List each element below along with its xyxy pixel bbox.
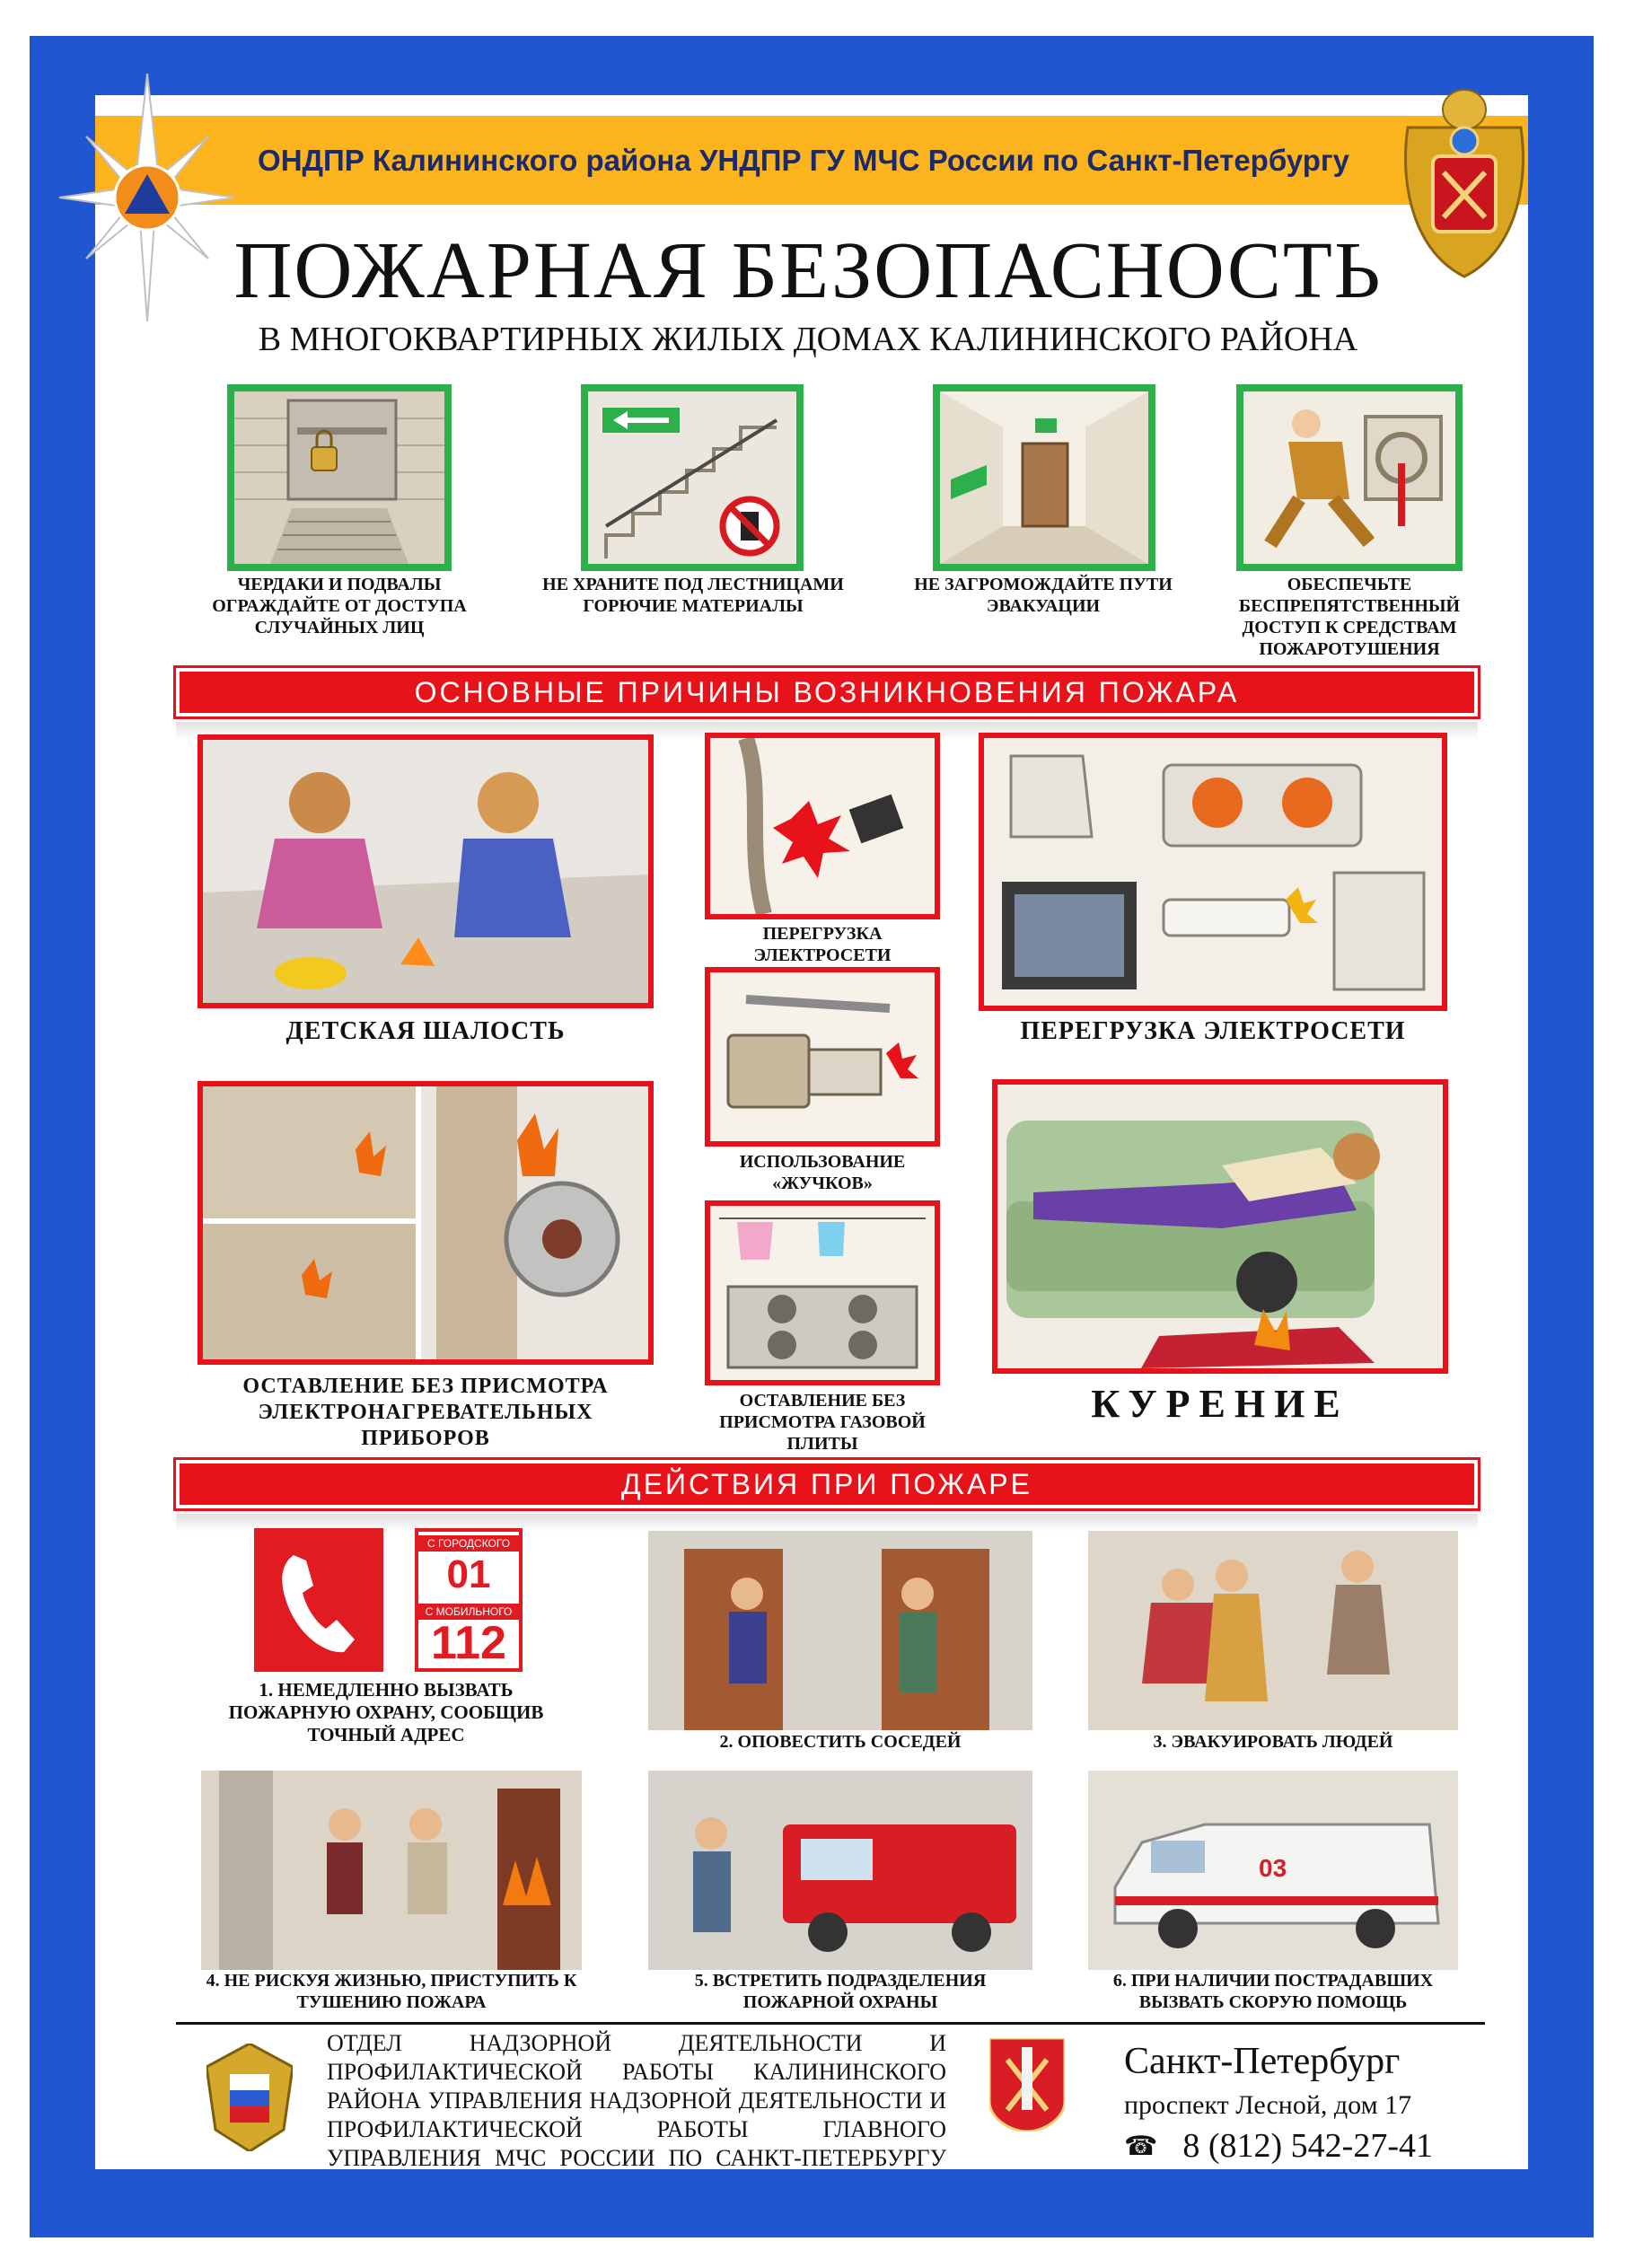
rule-image-hose <box>1236 384 1463 571</box>
appliances-overload-icon <box>984 738 1442 1006</box>
action-caption-3: 3. ЭВАКУИРОВАТЬ ЛЮДЕЙ <box>1153 1732 1393 1752</box>
rule-image-evacuation <box>933 384 1155 571</box>
page-title: ПОЖАРНАЯ БЕЗОПАСНОСТЬ <box>233 226 1383 315</box>
footer-phone-row <box>1124 2126 1433 2166</box>
action-image-notify <box>648 1531 1032 1730</box>
gas-stove-icon <box>710 1206 935 1380</box>
stairs-no-storage-icon <box>588 391 796 564</box>
action-caption-6: 6. ПРИ НАЛИЧИИ ПОСТРАДАВШИХ ВЫЗВАТЬ СКОРУЮ ПОМОЩЬ <box>1112 1971 1434 2012</box>
footer-phone: 8 (812) 542-27-41 <box>1182 2127 1433 2165</box>
causes-banner: ОСНОВНЫЕ ПРИЧИНЫ ВОЗНИКНОВЕНИЯ ПОЖАРА <box>176 668 1478 716</box>
extinguish-fire-icon <box>201 1771 582 1970</box>
cause-caption-gas-stove: ОСТАВЛЕНИЕ БЕЗ ПРИСМОТРА ГАЗОВОЙ ПЛИТЫ <box>719 1391 926 1454</box>
emergency-numbers-sign <box>415 1528 523 1672</box>
landline-label: С ГОРОДСКОГО <box>418 1535 519 1552</box>
cause-caption-overload-small: ПЕРЕГРУЗКА ЭЛЕКТРОСЕТИ <box>753 924 892 965</box>
rule-caption-evacuation: НЕ ЗАГРОМОЖДАЙТЕ ПУТИ ЭВАКУАЦИИ <box>914 575 1173 616</box>
telephone-icon: ☎ <box>1124 2130 1158 2162</box>
unattended-heater-icon <box>203 1086 648 1359</box>
ambulance-number: 03 <box>1259 1854 1287 1882</box>
rule-caption-attic: ЧЕРДАКИ И ПОДВАЛЫ ОГРАЖДАЙТЕ ОТ ДОСТУПА СЛУЧАЙНЫХ ЛИЦ <box>212 575 467 637</box>
cause-image-smoking <box>992 1079 1448 1374</box>
cause-image-overload-large <box>979 733 1447 1011</box>
action-caption-5: 5. ВСТРЕТИТЬ ПОДРАЗДЕЛЕНИЯ ПОЖАРНОЙ ОХРАНЫ <box>694 1971 987 2012</box>
phone-handset-icon <box>254 1528 383 1672</box>
cause-image-children <box>198 734 654 1008</box>
emercom-badge-icon <box>206 2044 293 2151</box>
action-caption-1: 1. НЕМЕДЛЕННО ВЫЗВАТЬ ПОЖАРНУЮ ОХРАНУ, СООБЩИВ ТОЧНЫЙ АДРЕС <box>228 1679 544 1746</box>
actions-banner: ДЕЙСТВИЯ ПРИ ПОЖАРЕ <box>176 1460 1478 1508</box>
phone-sign <box>254 1528 383 1672</box>
overload-wire-icon <box>710 738 935 914</box>
footer-address: проспект Лесной, дом 17 <box>1124 2090 1412 2120</box>
action-image-ambulance <box>1088 1771 1458 1970</box>
rule-image-stairs <box>581 384 804 571</box>
spb-coat-of-arms-icon <box>989 2038 1065 2132</box>
padlock-door-icon <box>234 391 444 564</box>
children-playing-icon <box>203 740 648 1003</box>
cause-caption-overload-large: ПЕРЕГРУЗКА ЭЛЕКТРОСЕТИ <box>1020 1017 1406 1045</box>
cause-caption-bugs: ИСПОЛЬЗОВАНИЕ «ЖУЧКОВ» <box>739 1152 906 1193</box>
cause-caption-smoking: КУРЕНИЕ <box>1091 1382 1349 1426</box>
footer-city: Санкт-Петербург <box>1124 2041 1401 2082</box>
cause-caption-children: ДЕТСКАЯ ШАЛОСТЬ <box>286 1017 566 1045</box>
rule-caption-hose: ОБЕСПЕЧЬТЕ БЕСПРЕПЯТСТВЕННЫЙ ДОСТУП К СРЕДСТВАМ ПОЖАРОТУШЕНИЯ <box>1238 575 1461 659</box>
cause-caption-heaters: ОСТАВЛЕНИЕ БЕЗ ПРИСМОТРА ЭЛЕКТРОНАГРЕВАТЕЛЬНЫХ ПРИБОРОВ <box>242 1375 609 1450</box>
fuse-bug-icon <box>710 972 935 1141</box>
meet-fire-engine-icon <box>648 1771 1032 1970</box>
page-subtitle: В МНОГОКВАРТИРНЫХ ЖИЛЫХ ДОМАХ КАЛИНИНСКОГО РАЙОНА <box>258 321 1358 358</box>
action-image-extinguish <box>201 1771 582 1970</box>
exit-corridor-icon <box>940 391 1148 564</box>
smoking-on-sofa-icon <box>997 1085 1443 1368</box>
department-name: ОТДЕЛ НАДЗОРНОЙ ДЕЯТЕЛЬНОСТИ И ПРОФИЛАКТИЧЕСКОЙ РАБОТЫ КАЛИНИНСКОГО РАЙОНА УПРАВЛЕНИЯ НАДЗОРНОЙ ДЕЯТЕЛЬНОСТИ И ПРОФИЛАКТИЧЕСКОЙ РАБОТЫ ГЛАВНОГО УПРАВЛЕНИЯ МЧС РОССИИ ПО САНКТ-ПЕТЕРБУРГУ <box>327 2030 946 2171</box>
rule-caption-stairs: НЕ ХРАНИТЕ ПОД ЛЕСТНИЦАМИ ГОРЮЧИЕ МАТЕРИАЛЫ <box>542 575 844 616</box>
action-caption-4: 4. НЕ РИСКУЯ ЖИЗНЬЮ, ПРИСТУПИТЬ К ТУШЕНИЮ ПОЖАРА <box>206 1971 577 2012</box>
fire-hose-icon <box>1243 391 1455 564</box>
action-image-meet <box>648 1771 1032 1970</box>
ambulance-icon <box>1088 1771 1458 1970</box>
organization-title: ОНДПР Калининского района УНДПР ГУ МЧС России по Санкт-Петербургу <box>258 143 1349 177</box>
cause-image-heaters <box>198 1081 654 1365</box>
mobile-label: С МОБИЛЬНОГО <box>418 1604 519 1620</box>
landline-number: 01 <box>446 1552 491 1596</box>
cause-image-overload-small <box>705 733 940 919</box>
footer-divider <box>176 2022 1485 2025</box>
cause-image-gas-stove <box>705 1200 940 1385</box>
action-caption-2: 2. ОПОВЕСТИТЬ СОСЕДЕЙ <box>719 1732 962 1752</box>
action-image-evacuate <box>1088 1531 1458 1730</box>
mobile-number: 112 <box>431 1617 506 1669</box>
notify-neighbors-icon <box>648 1531 1032 1730</box>
cause-image-bugs <box>705 967 940 1147</box>
evacuate-people-icon <box>1088 1531 1458 1730</box>
rule-image-attic <box>227 384 452 571</box>
